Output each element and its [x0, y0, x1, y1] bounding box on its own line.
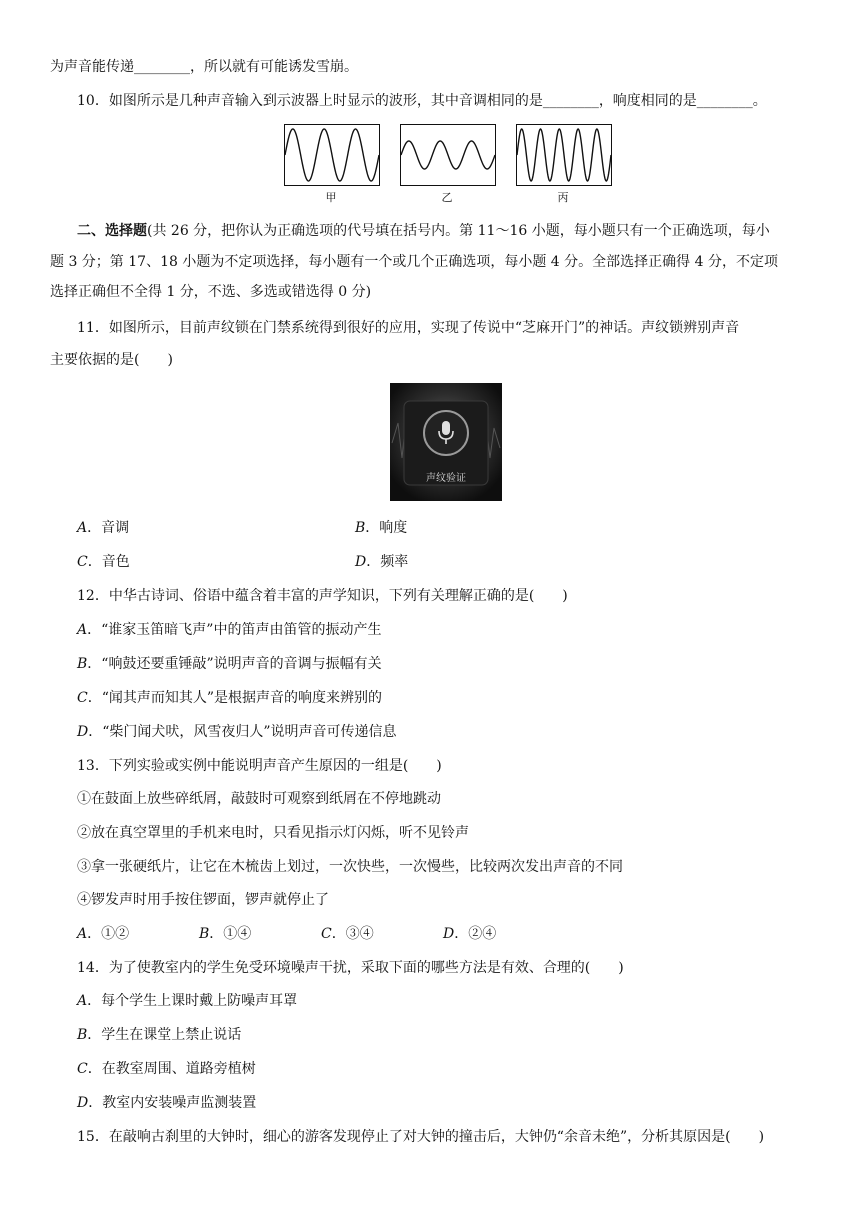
- waveform-yi-graph: [401, 125, 495, 185]
- q13-option-a: A．①②: [77, 926, 130, 942]
- q13-stem: 13．下列实验或实例中能说明声音产生原因的一组是( ): [77, 758, 442, 774]
- section-2-line-3: 选择正确但不全得 1 分，不选、多选或错选得 0 分): [50, 284, 372, 300]
- q13-item-1: ①在鼓面上放些碎纸屑，敲鼓时可观察到纸屑在不停地跳动: [77, 791, 441, 807]
- photo-caption: 声纹验证: [426, 473, 466, 484]
- waveform-jia: [284, 124, 380, 186]
- q11-stem-line-2: 主要依据的是( ): [50, 352, 173, 368]
- q13-option-d: D．②④: [443, 926, 497, 942]
- q12-option-d: D．“柴门闻犬吠，风雪夜归人”说明声音可传递信息: [77, 724, 397, 740]
- q12-option-c: C．“闻其声而知其人”是根据声音的响度来辨别的: [77, 690, 383, 706]
- q12-option-b: B．“响鼓还要重锤敲”说明声音的音调与振幅有关: [77, 656, 382, 672]
- q11-stem-line-1: 11．如图所示，目前声纹锁在门禁系统得到很好的应用，实现了传说中“芝麻开门”的神话。声纹锁辨别声音: [77, 320, 740, 336]
- q12-option-a: A．“谁家玉笛暗飞声”中的笛声由笛管的振动产生: [77, 622, 382, 638]
- voiceprint-lock-photo: [390, 383, 502, 501]
- section-2-title: 选择题: [105, 223, 147, 239]
- q14-option-b: B．学生在课堂上禁止说话: [77, 1027, 242, 1043]
- q12-stem: 12．中华古诗词、俗语中蕴含着丰富的声学知识，下列有关理解正确的是( ): [77, 588, 568, 604]
- q13-option-c: C．③④: [321, 926, 374, 942]
- q14-stem: 14．为了使教室内的学生免受环境噪声干扰，采取下面的哪些方法是有效、合理的( ): [77, 960, 624, 976]
- waveform-label-jia: 甲: [325, 191, 337, 204]
- q11-option-c: C．音色: [77, 554, 130, 570]
- q13-option-b: B．①④: [199, 926, 252, 942]
- q15-stem: 15．在敲响古刹里的大钟时，细心的游客发现停止了对大钟的撞击后，大钟仍“余音未绝”，分析其原因是( ): [77, 1129, 765, 1145]
- section-2-instructions: (共 26 分，把你认为正确选项的代号填在括号内。第 11～16 小题，每小题只有一个正确选项，每小: [147, 223, 770, 239]
- waveform-label-yi: 乙: [441, 191, 453, 204]
- microphone-icon: [436, 420, 456, 446]
- waveform-bing: [516, 124, 612, 186]
- q11-option-d: D．频率: [355, 554, 409, 570]
- q9-tail-line: 为声音能传递________，所以就有可能诱发雪崩。: [50, 59, 358, 75]
- q10-stem: 10．如图所示是几种声音输入到示波器上时显示的波形，其中音调相同的是________，响度相同的是________。: [77, 93, 767, 109]
- section-2-prefix: 二、: [77, 223, 105, 239]
- q11-option-b: B．响度: [355, 520, 408, 536]
- section-2-line-2: 题 3 分；第 17、18 小题为不定项选择，每小题有一个或几个正确选项，每小题 4 分。全部选择正确得 4 分，不定项: [50, 254, 778, 270]
- q13-item-3: ③拿一张硬纸片，让它在木梳齿上划过，一次快些，一次慢些，比较两次发出声音的不同: [77, 859, 623, 875]
- q11-option-a: A．音调: [77, 520, 130, 536]
- q14-option-a: A．每个学生上课时戴上防噪声耳罩: [77, 993, 298, 1009]
- waveform-jia-graph: [285, 125, 379, 185]
- waveform-label-bing: 丙: [557, 191, 569, 204]
- q14-option-c: C．在教室周围、道路旁植树: [77, 1061, 256, 1077]
- q14-option-d: D．教室内安装噪声监测装置: [77, 1095, 257, 1111]
- section-2-line-1: [77, 221, 847, 241]
- waveform-bing-graph: [517, 125, 611, 185]
- q13-item-4: ④锣发声时用手按住锣面，锣声就停止了: [77, 892, 329, 908]
- waveform-yi: [400, 124, 496, 186]
- q13-item-2: ②放在真空罩里的手机来电时，只看见指示灯闪烁，听不见铃声: [77, 825, 469, 841]
